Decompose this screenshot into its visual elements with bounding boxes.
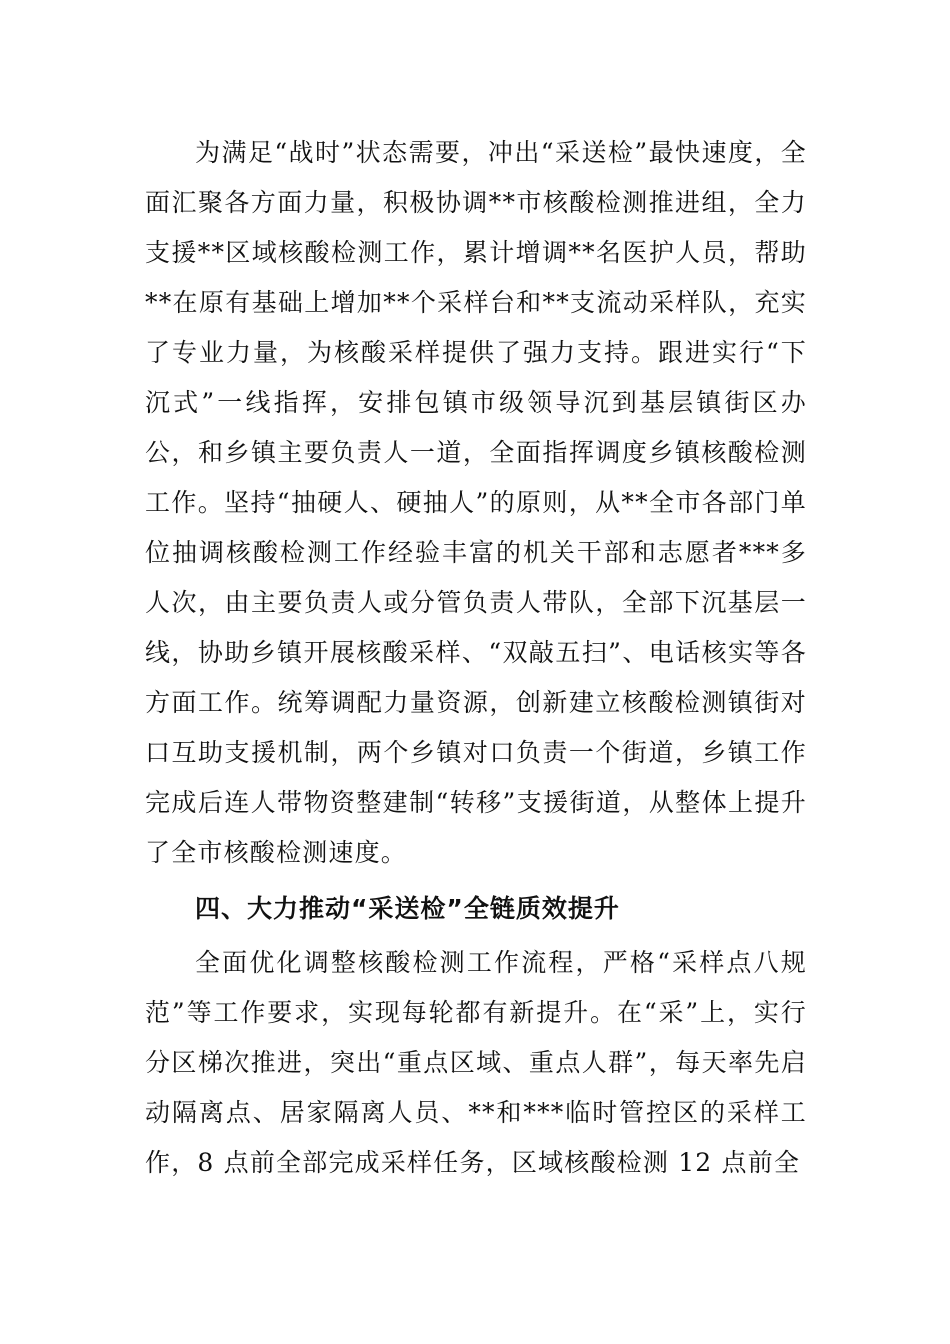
body-paragraph-1: 为满足“战时”状态需要，冲出“采送检”最快速度，全面汇聚各方面力量，积极协调**市核酸检测推进组，全力支援**区域核酸检测工作，累计增调**名医护人员，帮助**在原有基础上增加**个采样台和**支流动采样队，充实了专业力量，为核酸采样提供了强力支持。跟进实行“下沉式”一线指挥，安排包镇市级领导沉到基层镇街区办公，和乡镇主要负责人一道，全面指挥调度乡镇核酸检测工作。坚持“抽硬人、硬抽人”的原则，从**全市各部门单位抽调核酸检测工作经验丰富的机关干部和志愿者***多人次，由主要负责人或分管负责人带队，全部下沉基层一线，协助乡镇开展核酸采样、“双敲五扫”、电话核实等各方面工作。统筹调配力量资源，创新建立核酸检测镇街对口互助支援机制，两个乡镇对口负责一个街道，乡镇工作完成后连人带物资整建制“转移”支援街道，从整体上提升了全市核酸检测速度。 xyxy=(145,138,807,867)
body-paragraph-2: 全面优化调整核酸检测工作流程，严格“采样点八规范”等工作要求，实现每轮都有新提升。在“采”上，实行分区梯次推进，突出“重点区域、重点人群”，每天率先启动隔离点、居家隔离人员、**和***临时管控区的采样工作，8 点前全部完成采样任务，区域核酸检测 12 点前全 xyxy=(145,948,807,1177)
section-heading-4: 四、大力推动“采送检”全链质效提升 xyxy=(195,894,620,923)
document-page xyxy=(145,128,807,1188)
